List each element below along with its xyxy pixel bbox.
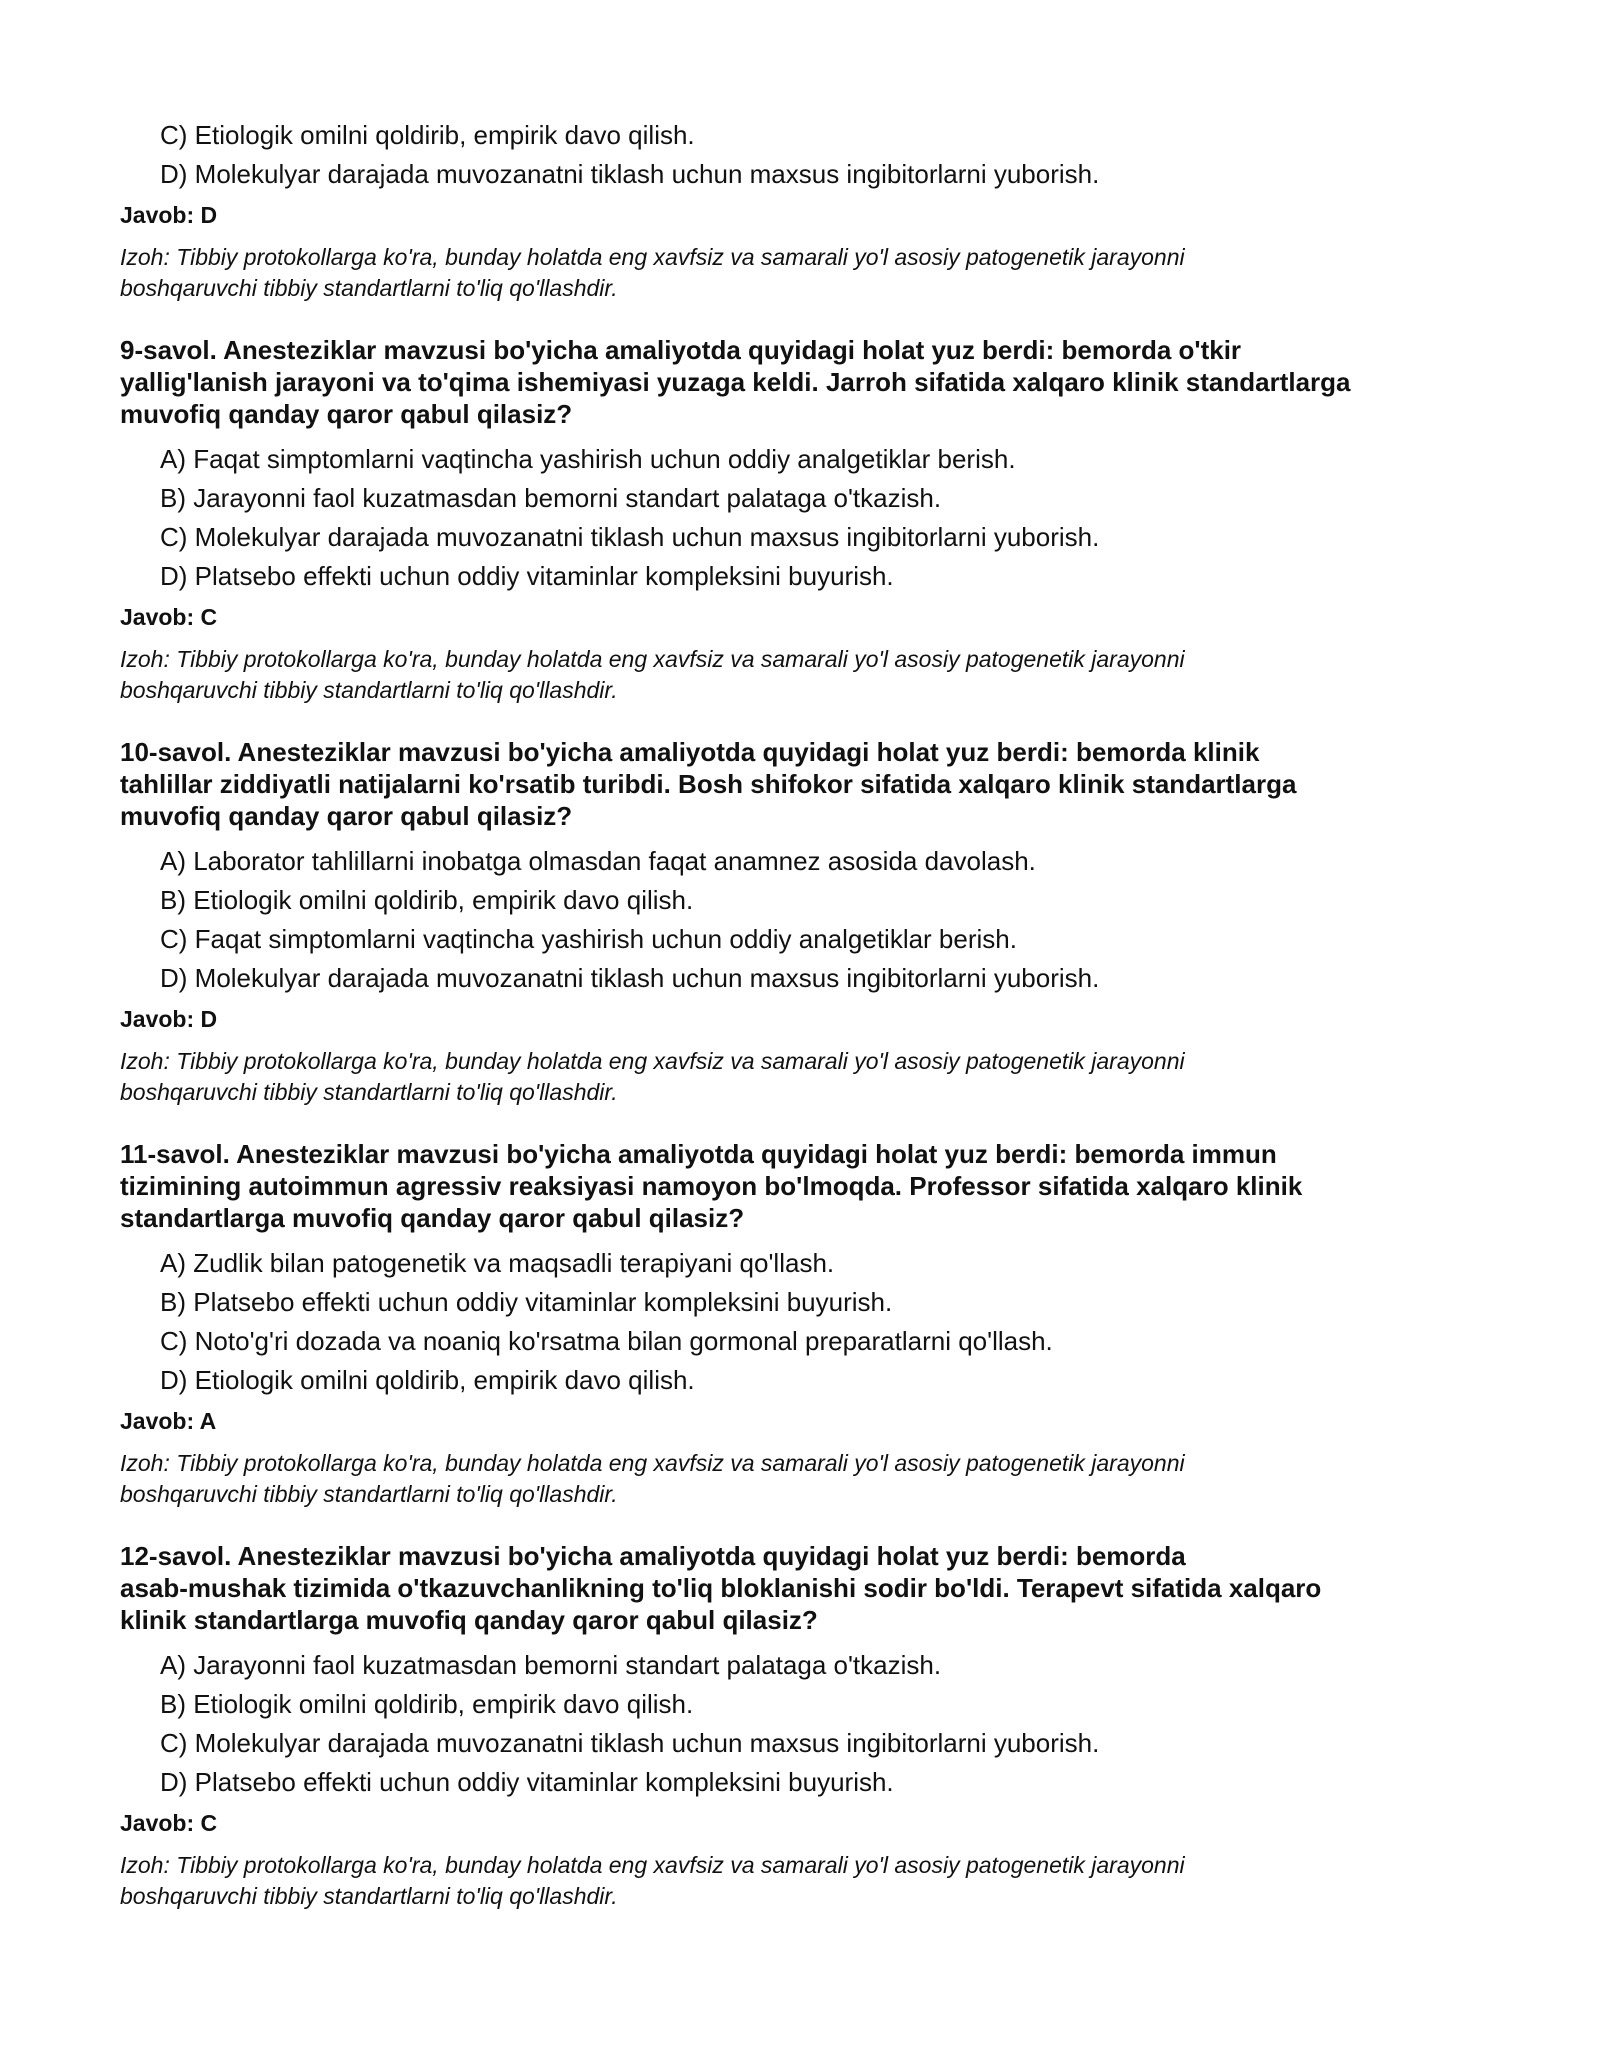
title-line: yallig'lanish jarayoni va to'qima ishemiyasi yuzaga keldi. Jarroh sifatida xalqaro klinik standartlarga [120,367,1351,397]
question-title [120,1138,1500,1234]
title-line: asab-mushak tizimida o'tkazuvchanlikning to'liq bloklanishi sodir bo'ldi. Terapevt sifatida xalqaro [120,1573,1322,1603]
title-line: standartlarga muvofiq qanday qaror qabul qilasiz? [120,1203,745,1233]
note-line: boshqaruvchi tibbiy standartlarni to'liq qo'llashdir. [120,1883,618,1909]
option-c: C) Etiologik omilni qoldirib, empirik davo qilish. [160,120,695,150]
option-b: B) Etiologik omilni qoldirib, empirik davo qilish. [160,1689,694,1719]
title-line: 12-savol. Anesteziklar mavzusi bo'yicha amaliyotda quyidagi holat yuz berdi: bemorda [120,1541,1186,1571]
explanation-note [120,644,1500,706]
note-line: boshqaruvchi tibbiy standartlarni to'liq qo'llashdir. [120,677,618,703]
option-b: B) Etiologik omilni qoldirib, empirik davo qilish. [160,885,694,915]
option-d: D) Molekulyar darajada muvozanatni tiklash uchun maxsus ingibitorlarni yuborish. [160,159,1100,189]
explanation-note [120,242,1500,304]
answer-label: Javob: D [120,202,218,228]
title-line: tizimining autoimmun agressiv reaksiyasi namoyon bo'lmoqda. Professor sifatida xalqaro klinik [120,1171,1303,1201]
title-line: muvofiq qanday qaror qabul qilasiz? [120,399,573,429]
option-d: D) Molekulyar darajada muvozanatni tiklash uchun maxsus ingibitorlarni yuborish. [160,963,1100,993]
note-line: Izoh: Tibbiy protokollarga ko'ra, bunday holatda eng xavfsiz va samarali yo'l asosiy patogenetik jarayonni [120,244,1185,270]
option-c: C) Molekulyar darajada muvozanatni tiklash uchun maxsus ingibitorlarni yuborish. [160,1728,1100,1758]
option-d: D) Platsebo effekti uchun oddiy vitaminlar kompleksini buyurish. [160,1767,894,1797]
note-line: boshqaruvchi tibbiy standartlarni to'liq qo'llashdir. [120,275,618,301]
note-line: Izoh: Tibbiy protokollarga ko'ra, bunday holatda eng xavfsiz va samarali yo'l asosiy patogenetik jarayonni [120,1852,1185,1878]
option-d: D) Platsebo effekti uchun oddiy vitaminlar kompleksini buyurish. [160,561,894,591]
question-11 [120,1138,1500,1510]
explanation-note [120,1448,1500,1510]
option-a: A) Laborator tahlillarni inobatga olmasdan faqat anamnez asosida davolash. [160,846,1036,876]
answer-label: Javob: C [120,1810,218,1836]
title-line: klinik standartlarga muvofiq qanday qaror qabul qilasiz? [120,1605,818,1635]
title-line: muvofiq qanday qaror qabul qilasiz? [120,801,573,831]
option-a: A) Zudlik bilan patogenetik va maqsadli terapiyani qo'llash. [160,1248,835,1278]
answer-label: Javob: A [120,1408,217,1434]
document-page [120,116,1500,1912]
option-d: D) Etiologik omilni qoldirib, empirik davo qilish. [160,1365,695,1395]
note-line: Izoh: Tibbiy protokollarga ko'ra, bunday holatda eng xavfsiz va samarali yo'l asosiy patogenetik jarayonni [120,646,1185,672]
title-line: 9-savol. Anesteziklar mavzusi bo'yicha amaliyotda quyidagi holat yuz berdi: bemorda o'tkir [120,335,1242,365]
note-line: boshqaruvchi tibbiy standartlarni to'liq qo'llashdir. [120,1079,618,1105]
question-title [120,736,1500,832]
note-line: Izoh: Tibbiy protokollarga ko'ra, bunday holatda eng xavfsiz va samarali yo'l asosiy patogenetik jarayonni [120,1048,1185,1074]
note-line: Izoh: Tibbiy protokollarga ko'ra, bunday holatda eng xavfsiz va samarali yo'l asosiy patogenetik jarayonni [120,1450,1185,1476]
option-b: B) Platsebo effekti uchun oddiy vitaminlar kompleksini buyurish. [160,1287,893,1317]
option-c: C) Molekulyar darajada muvozanatni tiklash uchun maxsus ingibitorlarni yuborish. [160,522,1100,552]
explanation-note [120,1046,1500,1108]
option-b: B) Jarayonni faol kuzatmasdan bemorni standart palataga o'tkazish. [160,483,942,513]
note-line: boshqaruvchi tibbiy standartlarni to'liq qo'llashdir. [120,1481,618,1507]
answer-label: Javob: D [120,1006,218,1032]
option-c: C) Noto'g'ri dozada va noaniq ko'rsatma bilan gormonal preparatlarni qo'llash. [160,1326,1053,1356]
question-title [120,1540,1500,1636]
answer-label: Javob: C [120,604,218,630]
title-line: 10-savol. Anesteziklar mavzusi bo'yicha amaliyotda quyidagi holat yuz berdi: bemorda klinik [120,737,1260,767]
option-a: A) Jarayonni faol kuzatmasdan bemorni standart palataga o'tkazish. [160,1650,942,1680]
explanation-note [120,1850,1500,1912]
title-line: 11-savol. Anesteziklar mavzusi bo'yicha amaliyotda quyidagi holat yuz berdi: bemorda immun [120,1139,1277,1169]
option-c: C) Faqat simptomlarni vaqtincha yashirish uchun oddiy analgetiklar berish. [160,924,1017,954]
title-line: tahlillar ziddiyatli natijalarni ko'rsatib turibdi. Bosh shifokor sifatida xalqaro klinik standartlarga [120,769,1297,799]
question-8-continuation [120,116,1500,304]
question-9 [120,334,1500,706]
question-12 [120,1540,1500,1912]
option-a: A) Faqat simptomlarni vaqtincha yashirish uchun oddiy analgetiklar berish. [160,444,1016,474]
question-10 [120,736,1500,1108]
question-title [120,334,1500,430]
